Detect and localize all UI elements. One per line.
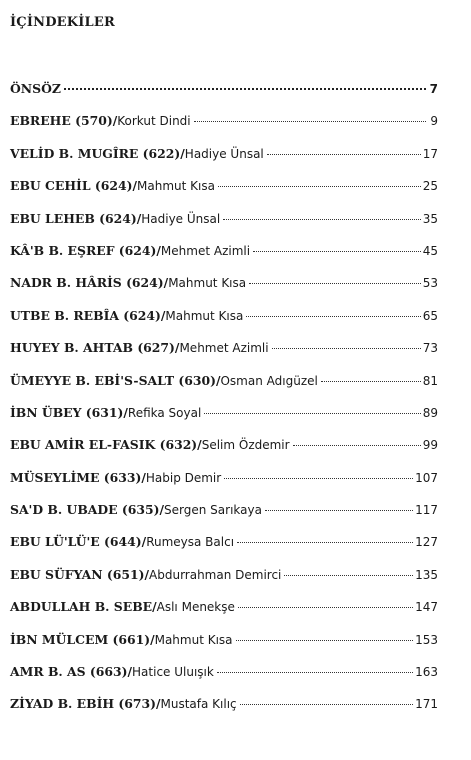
entry-author: Mehmet Azimli	[160, 243, 251, 258]
entry-title: SA'D B. UBADE (635)/	[10, 502, 165, 518]
entry-page-number: 127	[415, 535, 438, 550]
dot-leader	[246, 316, 420, 317]
entry-page-number: 9	[430, 114, 438, 129]
entry-page-number: 17	[422, 146, 438, 161]
dot-leader	[223, 219, 421, 220]
entry-title: AMR B. AS (663)/	[10, 664, 133, 680]
entry-author: Abdurrahman Demirci	[149, 567, 282, 582]
entry-author: Sergen Sarıkaya	[164, 503, 262, 518]
dot-leader	[265, 510, 413, 511]
dot-leader	[293, 445, 421, 446]
dot-leader	[321, 381, 421, 382]
toc-entry[interactable]	[10, 470, 438, 502]
entry-author: Hadiye Ünsal	[141, 211, 221, 226]
dot-leader	[217, 672, 413, 673]
dot-leader	[236, 640, 414, 641]
toc-entry[interactable]	[10, 243, 438, 275]
entry-author: Osman Adıgüzel	[220, 373, 318, 388]
table-of-contents	[10, 81, 438, 729]
entry-title: EBU SÜFYAN (651)/	[10, 566, 150, 582]
entry-title: ÜMEYYE B. EBİ'S-SALT (630)/	[10, 372, 221, 388]
toc-entry[interactable]	[10, 405, 438, 437]
entry-author: Hatice Uluışık	[132, 665, 214, 680]
toc-entry[interactable]	[10, 437, 438, 469]
dot-leader	[218, 186, 421, 187]
dot-leader	[284, 575, 413, 576]
toc-entry[interactable]	[10, 502, 438, 534]
toc-entry[interactable]	[10, 664, 438, 696]
dot-leader	[267, 154, 421, 155]
entry-title: İBN ÜBEY (631)/	[10, 404, 128, 420]
entry-author: Rumeysa Balcı	[146, 535, 235, 550]
toc-entry[interactable]	[10, 178, 438, 210]
entry-page-number: 65	[422, 308, 438, 323]
entry-page-number: 35	[422, 211, 438, 226]
entry-title: ABDULLAH B. SEBE/	[10, 599, 157, 615]
toc-entry[interactable]	[10, 81, 438, 113]
toc-entry[interactable]	[10, 308, 438, 340]
entry-author: Mehmet Azimli	[179, 341, 269, 356]
dot-leader	[272, 348, 421, 349]
entry-page-number: 73	[422, 341, 438, 356]
entry-title: KÂ'B B. EŞREF (624)/	[10, 242, 161, 258]
entry-title: EBU AMİR EL-FASIK (632)/	[10, 437, 202, 453]
toc-entry[interactable]	[10, 146, 438, 178]
dot-leader	[194, 121, 426, 122]
dot-leader	[224, 478, 413, 479]
entry-page-number: 25	[422, 179, 438, 194]
toc-entry[interactable]	[10, 373, 438, 405]
toc-entry[interactable]	[10, 113, 438, 145]
entry-title: NADR B. HÂRİS (624)/	[10, 275, 169, 291]
entry-page-number: 45	[422, 243, 438, 258]
toc-entry[interactable]	[10, 340, 438, 372]
toc-entry[interactable]	[10, 632, 438, 664]
toc-entry[interactable]	[10, 696, 438, 728]
entry-author: Mahmut Kısa	[137, 179, 215, 194]
entry-author: Mahmut Kısa	[168, 276, 247, 291]
entry-page-number: 153	[415, 632, 438, 647]
entry-title: HUYEY B. AHTAB (627)/	[10, 340, 180, 356]
entry-title: ZİYAD B. EBİH (673)/	[10, 696, 161, 712]
entry-page-number: 117	[415, 503, 438, 518]
entry-author: Aslı Menekşe	[156, 600, 235, 615]
entry-page-number: 53	[422, 276, 438, 291]
toc-entry[interactable]	[10, 599, 438, 631]
dot-leader	[240, 704, 413, 705]
entry-title: UTBE B. REBÎA (624)/	[10, 307, 166, 323]
dot-leader	[249, 283, 421, 284]
entry-page-number: 99	[422, 438, 438, 453]
entry-title: VELİD B. MUGÎRE (622)/	[10, 145, 185, 161]
page-title: İÇİNDEKİLER	[10, 15, 116, 30]
dot-leader	[253, 251, 421, 252]
entry-author: Refika Soyal	[127, 405, 202, 420]
entry-page-number: 163	[415, 665, 438, 680]
entry-author: Mustafa Kılıç	[160, 697, 237, 712]
entry-author: Mahmut Kısa	[154, 632, 233, 647]
entry-title: İBN MÜLCEM (661)/	[10, 631, 155, 647]
toc-entry[interactable]	[10, 534, 438, 566]
entry-page-number: 147	[415, 600, 438, 615]
entry-title: EBU LÜ'LÜ'E (644)/	[10, 534, 147, 550]
entry-author: Korkut Dindi	[117, 114, 191, 129]
entry-page-number: 89	[422, 405, 438, 420]
dot-leader	[204, 413, 420, 414]
entry-title: EBU CEHİL (624)/	[10, 178, 137, 194]
dot-leader	[64, 88, 426, 90]
entry-title: MÜSEYLİME (633)/	[10, 469, 146, 485]
entry-page-number: 107	[415, 470, 438, 485]
entry-page-number: 135	[415, 567, 438, 582]
entry-author: Hadiye Ünsal	[184, 146, 264, 161]
entry-author: Mahmut Kısa	[165, 308, 244, 323]
entry-page-number: 171	[415, 697, 438, 712]
dot-leader	[237, 542, 413, 543]
dot-leader	[238, 607, 413, 608]
toc-entry[interactable]	[10, 211, 438, 243]
entry-page-number: 7	[429, 82, 438, 96]
toc-entry[interactable]	[10, 275, 438, 307]
entry-title: ÖNSÖZ	[10, 81, 61, 96]
entry-page-number: 81	[422, 373, 438, 388]
entry-author: Habip Demir	[145, 470, 222, 485]
entry-title: EBU LEHEB (624)/	[10, 210, 142, 226]
toc-entry[interactable]	[10, 567, 438, 599]
entry-author: Selim Özdemir	[201, 438, 290, 453]
entry-title: EBREHE (570)/	[10, 113, 118, 129]
